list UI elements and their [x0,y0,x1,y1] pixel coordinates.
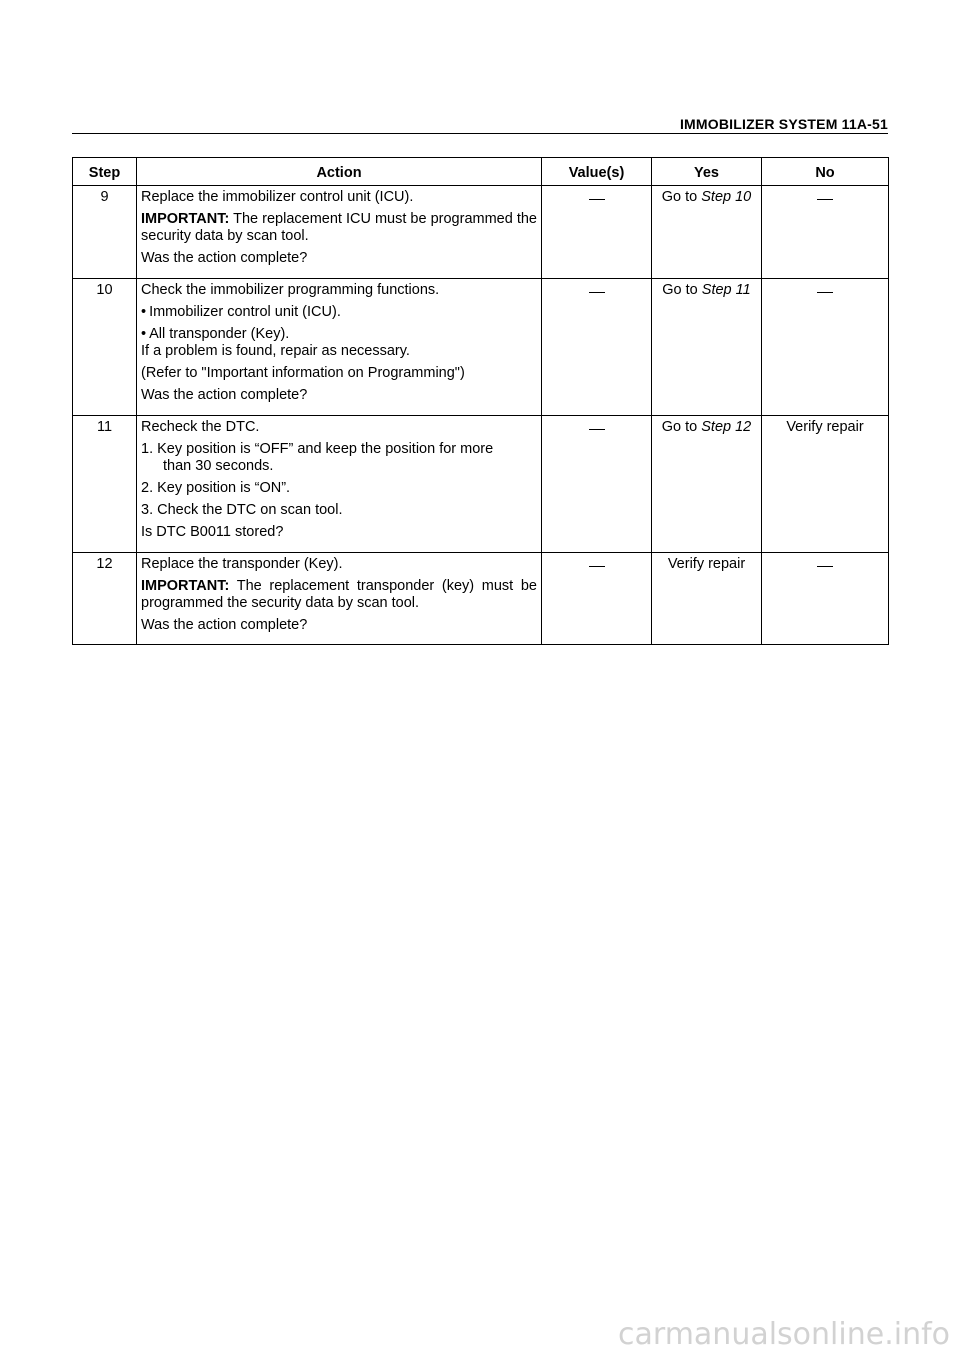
important-label: IMPORTANT: [141,211,230,227]
watermark-text: carmanualsonline.info [618,1317,950,1352]
page-header-title: IMMOBILIZER SYSTEM 11A-51 [679,116,888,132]
step-number: 10 [73,279,137,416]
yes-cell [652,186,762,279]
empty-value-dash [589,429,605,430]
important-note [141,211,537,245]
numbered-item-continuation: than 30 seconds. [163,458,274,474]
diagnostic-procedure-table [72,157,889,645]
action-instruction: If a problem is found, repair as necessary. [141,343,410,359]
empty-value-dash [817,199,833,200]
important-label: IMPORTANT: [141,578,230,594]
bullet-item: • Immobilizer control unit (ICU). [141,304,537,321]
bullet-item: • All transponder (Key). [141,326,537,343]
column-header-step: Step [73,158,137,186]
table-row-step-9 [73,186,889,279]
step-number: 11 [73,416,137,553]
step-number: 9 [73,186,137,279]
header-rule [72,133,888,134]
action-instruction: Replace the immobilizer control unit (ICU). [141,189,414,205]
table-row-step-10 [73,279,889,416]
action-cell [137,416,542,553]
table-row-step-11 [73,416,889,553]
action-cell [137,279,542,416]
yes-cell [652,416,762,553]
empty-value-dash [817,566,833,567]
value-cell [542,416,652,553]
value-cell [542,553,652,645]
action-question: Was the action complete? [141,250,308,266]
no-cell [762,186,889,279]
yes-step-link: Step 12 [701,419,752,435]
empty-value-dash [589,199,605,200]
yes-prefix: Go to [661,419,702,435]
numbered-item: 2. Key position is “ON”. [141,480,291,496]
value-cell [542,279,652,416]
no-cell [762,279,889,416]
empty-value-dash [817,292,833,293]
yes-cell: Verify repair [652,553,762,645]
column-header-action: Action [137,158,542,186]
numbered-item: 3. Check the DTC on scan tool. [141,502,343,518]
value-cell [542,186,652,279]
empty-value-dash [589,292,605,293]
important-text: The replacement ICU must be programmed the security data by scan tool. [141,211,537,244]
action-instruction: Check the immobilizer programming functions. [141,282,440,298]
column-header-yes: Yes [652,158,762,186]
no-cell: Verify repair [762,416,889,553]
step-number: 12 [73,553,137,645]
yes-prefix: Go to [662,282,702,298]
action-question: Was the action complete? [141,617,308,633]
reference-note: (Refer to "Important information on Programming") [141,365,465,381]
action-question: Is DTC B0011 stored? [141,524,284,540]
no-cell [762,553,889,645]
action-instruction: Recheck the DTC. [141,419,260,435]
table-header-row [73,158,889,186]
yes-cell [652,279,762,416]
yes-prefix: Go to [661,189,702,205]
action-cell [137,553,542,645]
action-question: Was the action complete? [141,387,308,403]
action-cell [137,186,542,279]
empty-value-dash [589,566,605,567]
action-instruction: Replace the transponder (Key). [141,556,343,572]
important-text: The replacement transponder (key) must be programmed the security data by scan tool. [141,578,537,611]
yes-step-link: Step 11 [701,282,751,298]
important-note [141,578,537,612]
table-row-step-12 [73,553,889,645]
yes-step-link: Step 10 [701,189,752,205]
column-header-no: No [762,158,889,186]
numbered-item: 1. Key position is “OFF” and keep the position for more [141,441,494,457]
column-header-values: Value(s) [542,158,652,186]
